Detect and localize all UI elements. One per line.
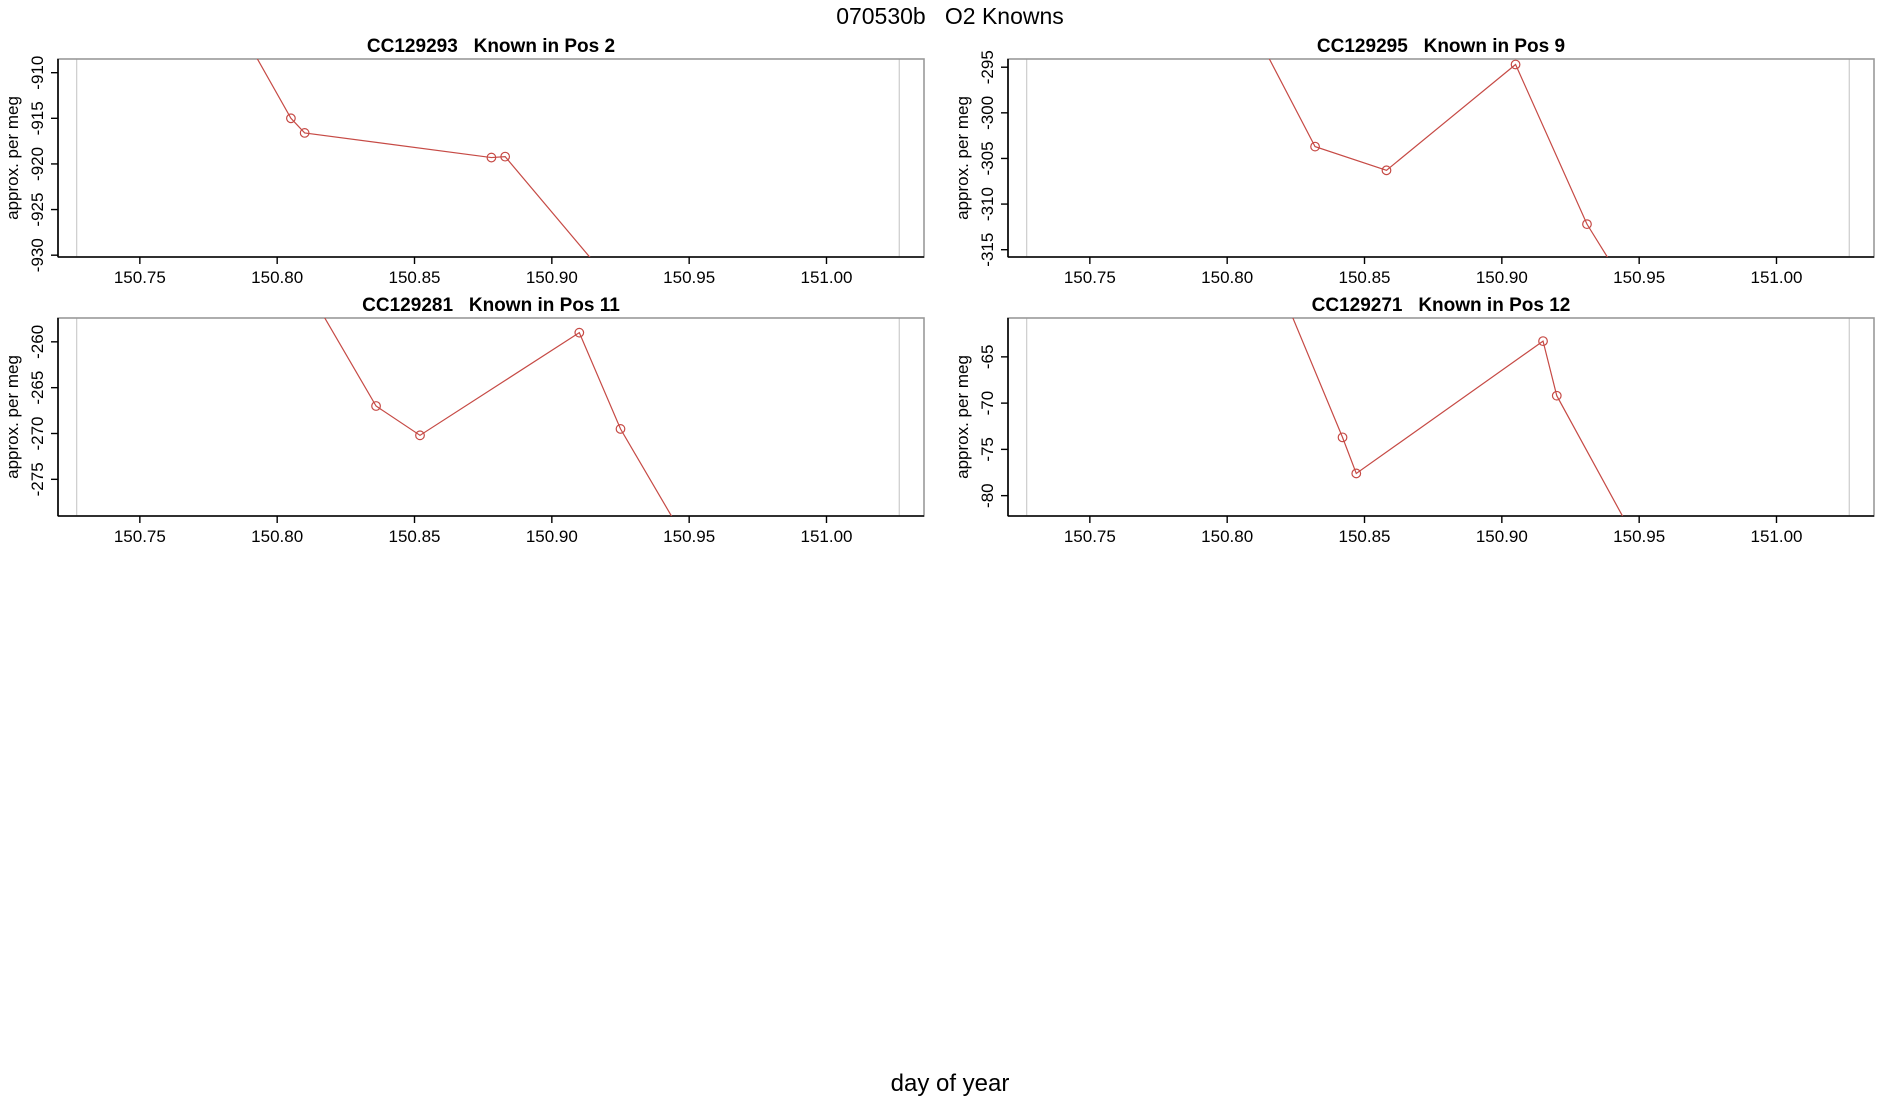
x-tick-label: 150.90 — [1475, 527, 1528, 546]
x-tick-label: 150.85 — [1338, 268, 1391, 287]
x-tick-label: 150.95 — [663, 268, 716, 287]
x-tick-label: 150.80 — [251, 527, 304, 546]
page-title: 070530b O2 Knowns — [836, 3, 1064, 29]
x-tick-label: 150.80 — [1201, 268, 1254, 287]
x-tick-label: 150.75 — [1063, 527, 1116, 546]
x-tick-label: 150.95 — [1613, 527, 1666, 546]
subplot-known-pos11 — [0, 287, 950, 549]
series-line — [318, 307, 689, 546]
y-tick-label: -315 — [978, 232, 997, 267]
y-tick-label: -270 — [28, 416, 47, 451]
subplot-canvas — [950, 287, 1900, 549]
x-tick-label: 150.85 — [388, 268, 441, 287]
x-tick-label: 151.00 — [800, 527, 853, 546]
plot-box — [1008, 318, 1874, 516]
subplot-title: CC129281 Known in Pos 11 — [362, 295, 620, 316]
x-tick-label: 151.00 — [1750, 268, 1803, 287]
y-tick-label: -265 — [28, 370, 47, 405]
x-tick-label: 150.95 — [1613, 268, 1666, 287]
y-tick-label: -80 — [978, 483, 997, 508]
subplot-known-pos2 — [0, 28, 950, 290]
plot-box — [58, 318, 924, 516]
x-axis-label: day of year — [890, 1070, 1010, 1097]
y-axis-label: approx. per meg — [3, 355, 22, 479]
x-tick-label: 150.75 — [113, 527, 166, 546]
y-axis-label: approx. per meg — [953, 96, 972, 220]
y-tick-label: -920 — [28, 146, 47, 181]
subplot-known-pos12 — [950, 287, 1900, 549]
series-line — [1255, 31, 1626, 286]
y-tick-label: -925 — [28, 192, 47, 227]
x-tick-label: 150.75 — [113, 268, 166, 287]
x-tick-label: 150.90 — [525, 268, 578, 287]
y-tick-label: -930 — [28, 238, 47, 273]
plot-box — [1008, 59, 1874, 257]
y-tick-label: -75 — [978, 437, 997, 462]
x-tick-label: 150.95 — [663, 527, 716, 546]
x-tick-label: 150.80 — [251, 268, 304, 287]
subplot-title: CC129293 Known in Pos 2 — [366, 36, 616, 57]
y-tick-label: -910 — [28, 55, 47, 90]
y-tick-label: -300 — [978, 95, 997, 130]
x-tick-label: 151.00 — [800, 268, 853, 287]
x-tick-label: 150.85 — [1338, 527, 1391, 546]
y-tick-label: -305 — [978, 141, 997, 176]
y-axis-label: approx. per meg — [953, 355, 972, 479]
y-tick-label: -70 — [978, 390, 997, 416]
y-tick-label: -295 — [978, 50, 997, 85]
subplot-known-pos9 — [950, 28, 1900, 290]
x-tick-label: 150.90 — [1475, 268, 1528, 287]
subplot-title: CC129271 Known in Pos 12 — [1311, 295, 1571, 316]
x-tick-label: 150.75 — [1063, 268, 1116, 287]
y-tick-label: -275 — [28, 462, 47, 497]
subplot-canvas — [0, 28, 950, 290]
x-tick-label: 151.00 — [1750, 527, 1803, 546]
y-tick-label: -310 — [978, 187, 997, 222]
y-tick-label: -260 — [28, 324, 47, 359]
series-line — [250, 45, 635, 290]
subplot-title: CC129295 Known in Pos 9 — [1316, 36, 1566, 57]
x-tick-label: 150.80 — [1201, 527, 1254, 546]
subplot-canvas — [950, 28, 1900, 290]
y-tick-label: -915 — [28, 101, 47, 136]
y-tick-label: -65 — [978, 344, 997, 370]
y-axis-label: approx. per meg — [3, 96, 22, 220]
x-tick-label: 150.90 — [525, 527, 578, 546]
subplot-canvas — [0, 287, 950, 549]
series-line — [1282, 292, 1639, 546]
x-tick-label: 150.85 — [388, 527, 441, 546]
